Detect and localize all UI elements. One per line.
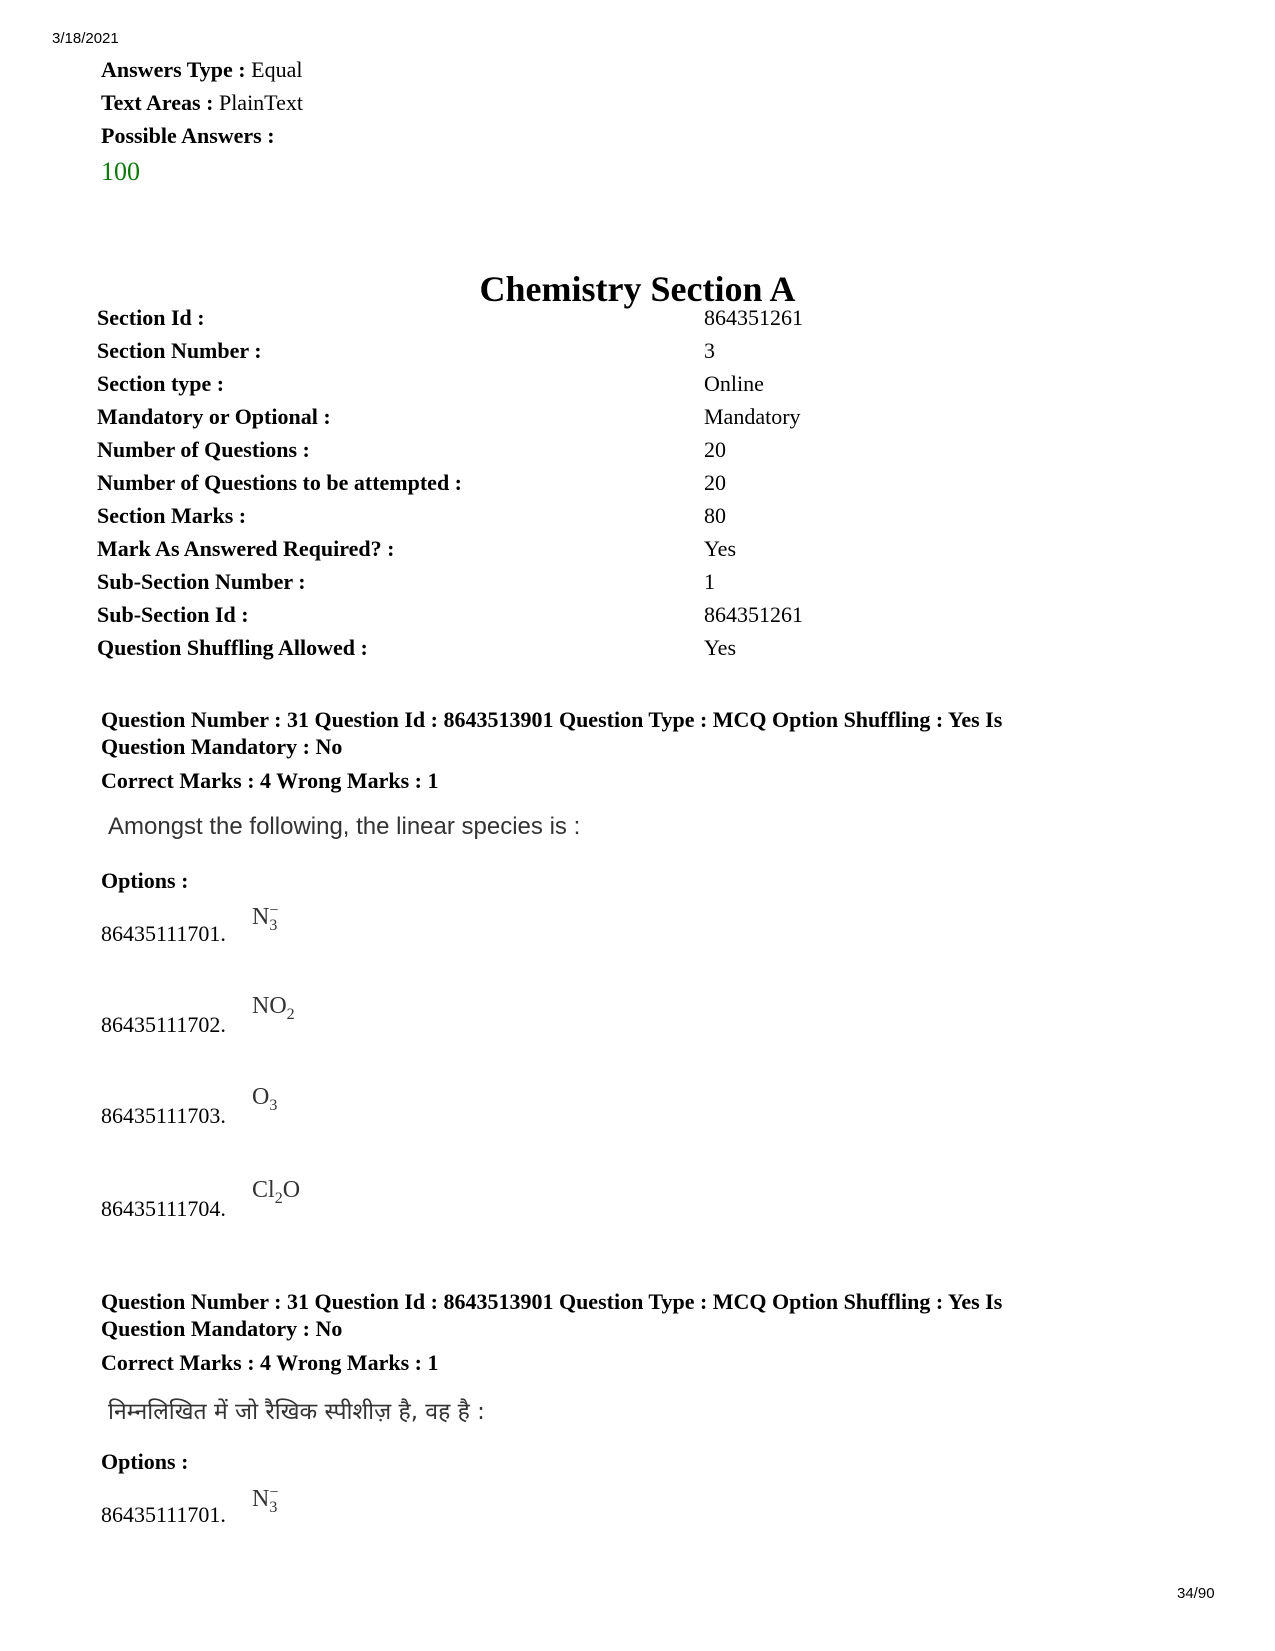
- option-formula: $N_3^-$: [252, 902, 279, 934]
- sub-section-number-value: 1: [704, 569, 715, 594]
- answers-type-line: [101, 57, 302, 83]
- option-id: 86435111702.: [101, 1012, 226, 1037]
- number-of-questions-value: 20: [704, 437, 726, 462]
- number-of-questions-label: Number of Questions :: [97, 437, 310, 462]
- question-marks: Correct Marks : 4 Wrong Marks : 1: [101, 1350, 439, 1375]
- section-number-label: Section Number :: [97, 338, 262, 363]
- question-marks: Correct Marks : 4 Wrong Marks : 1: [101, 768, 439, 793]
- text-areas-line: [101, 90, 303, 116]
- possible-answer-value: 100: [101, 157, 140, 186]
- question-text: Amongst the following, the linear species is :: [108, 813, 581, 840]
- print-date: 3/18/2021: [52, 30, 119, 47]
- possible-answers-label: Possible Answers :: [101, 123, 275, 148]
- option-id: 86435111704.: [101, 1196, 226, 1221]
- section-marks-label: Section Marks :: [97, 503, 247, 528]
- question-shuffling-label: Question Shuffling Allowed :: [97, 635, 368, 660]
- option-id: 86435111701.: [101, 921, 226, 946]
- question-text: निम्नलिखित में जो रैखिक स्पीशीज़ है, वह है :: [108, 1399, 485, 1425]
- answers-type-value: Equal: [251, 57, 303, 82]
- question-shuffling-value: Yes: [704, 635, 737, 660]
- questions-to-attempt-value: 20: [704, 470, 726, 495]
- section-id-label: Section Id :: [97, 305, 205, 330]
- options-label: Options :: [101, 1449, 189, 1474]
- option-formula: $Cl_2O$: [252, 1177, 301, 1207]
- question-header-line1: Question Number : 31 Question Id : 8643513901 Question Type : MCQ Option Shuffling : Yes Is: [101, 707, 1003, 732]
- question-header: [101, 1288, 1181, 1342]
- options-label: Options :: [101, 868, 189, 893]
- question-header-line1: Question Number : 31 Question Id : 8643513901 Question Type : MCQ Option Shuffling : Yes Is: [101, 1289, 1003, 1314]
- section-type-value: Online: [704, 371, 764, 396]
- option-formula: $O_3$: [252, 1084, 278, 1114]
- section-number-value: 3: [704, 338, 715, 363]
- sub-section-id-label: Sub-Section Id :: [97, 602, 249, 627]
- option-id: 86435111701.: [101, 1502, 226, 1527]
- mandatory-optional-value: Mandatory: [704, 404, 801, 429]
- question-header-line2: Question Mandatory : No: [101, 734, 343, 759]
- question-header-line2: Question Mandatory : No: [101, 1316, 343, 1341]
- mark-as-answered-value: Yes: [704, 536, 737, 561]
- section-id-value: 864351261: [704, 305, 803, 330]
- option-formula: $N_3^-$: [252, 1484, 279, 1516]
- questions-to-attempt-label: Number of Questions to be attempted :: [97, 470, 463, 495]
- text-areas-value: PlainText: [218, 90, 303, 115]
- section-type-label: Section type :: [97, 371, 225, 396]
- sub-section-id-value: 864351261: [704, 602, 803, 627]
- mandatory-optional-label: Mandatory or Optional :: [97, 404, 331, 429]
- sub-section-number-label: Sub-Section Number :: [97, 569, 306, 594]
- option-id: 86435111703.: [101, 1103, 226, 1128]
- section-marks-value: 80: [704, 503, 726, 528]
- page-number: 34/90: [1177, 1585, 1215, 1602]
- question-header: [101, 706, 1181, 760]
- answers-type-label: Answers Type :: [101, 57, 246, 82]
- section-title: Chemistry Section A: [479, 269, 796, 309]
- text-areas-label: Text Areas :: [101, 90, 214, 115]
- mark-as-answered-label: Mark As Answered Required? :: [97, 536, 395, 561]
- option-formula: $NO_2$: [252, 993, 295, 1023]
